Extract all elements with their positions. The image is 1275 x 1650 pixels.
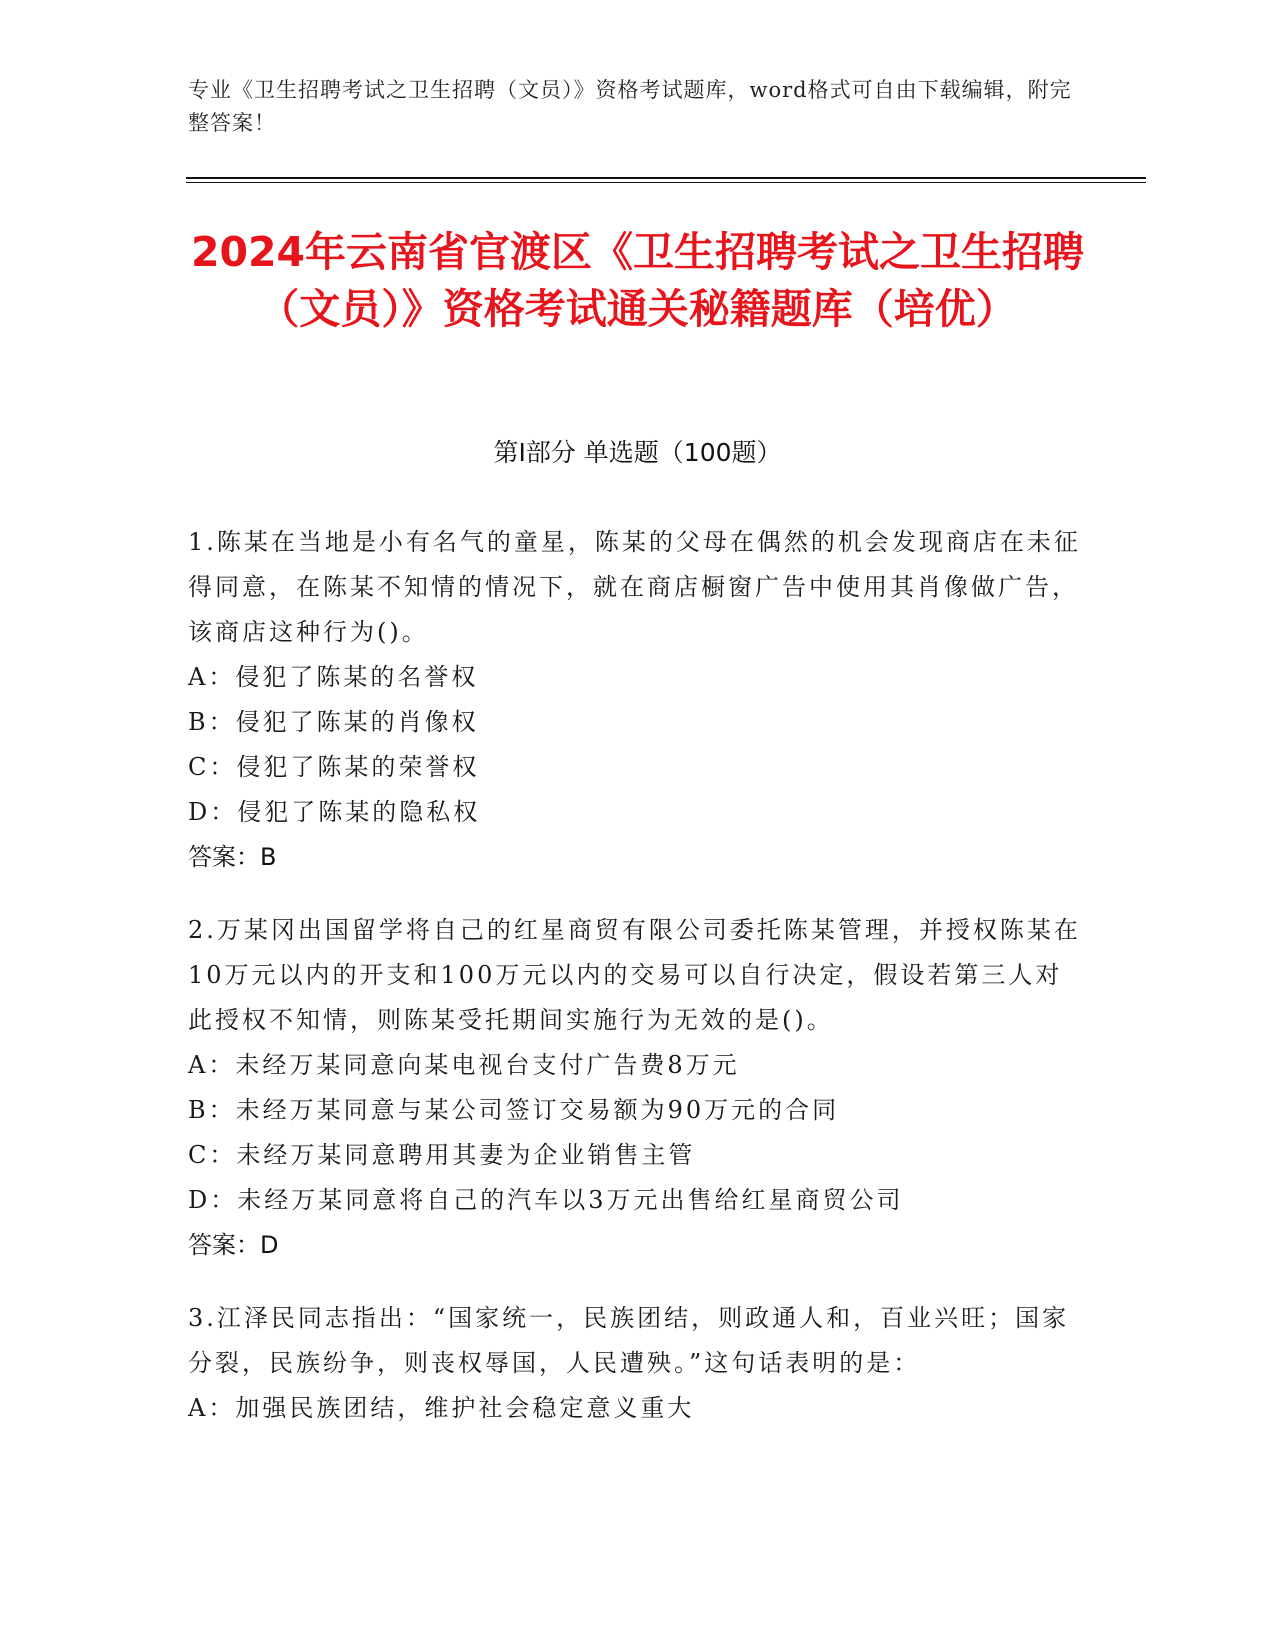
question-stem: 1.陈某在当地是小有名气的童星，陈某的父母在偶然的机会发现商店在未征得同意，在陈某不知情的情况下，就在商店橱窗广告中使用其肖像做广告，该商店这种行为()。 bbox=[188, 528, 1081, 646]
option-d: D：侵犯了陈某的隐私权 bbox=[188, 798, 481, 826]
option-b: B：侵犯了陈某的肖像权 bbox=[188, 708, 479, 736]
question-1 bbox=[188, 520, 1088, 880]
header-note: 专业《卫生招聘考试之卫生招聘（文员）》资格考试题库，word格式可自由下载编辑，附完整答案！ bbox=[188, 78, 1072, 135]
option-a: A：侵犯了陈某的名誉权 bbox=[188, 663, 479, 691]
option-a: A：未经万某同意向某电视台支付广告费8万元 bbox=[188, 1051, 740, 1079]
question-3 bbox=[188, 1296, 1088, 1431]
option-c: C：未经万某同意聘用其妻为企业销售主管 bbox=[188, 1141, 696, 1169]
answer: 答案：D bbox=[188, 1231, 279, 1259]
answer: 答案：B bbox=[188, 843, 277, 871]
option-c: C：侵犯了陈某的荣誉权 bbox=[188, 753, 480, 781]
header-divider-thick bbox=[186, 177, 1146, 179]
question-list bbox=[188, 520, 1088, 1459]
option-a: A：加强民族团结，维护社会稳定意义重大 bbox=[188, 1394, 695, 1422]
option-b: B：未经万某同意与某公司签订交易额为90万元的合同 bbox=[188, 1096, 840, 1124]
section-title: 第I部分 单选题（100题） bbox=[493, 438, 782, 467]
question-stem: 2.万某冈出国留学将自己的红星商贸有限公司委托陈某管理，并授权陈某在10万元以内的开支和100万元以内的交易可以自行决定，假设若第三人对此授权不知情，则陈某受托期间实施行为无效的是()。 bbox=[188, 916, 1081, 1034]
option-d: D：未经万某同意将自己的汽车以3万元出售给红星商贸公司 bbox=[188, 1186, 904, 1214]
document-title: 2024年云南省官渡区《卫生招聘考试之卫生招聘（文员）》资格考试通关秘籍题库（培优） bbox=[190, 228, 1085, 333]
header-divider-thin bbox=[186, 182, 1146, 183]
question-stem: 3.江泽民同志指出：“国家统一，民族团结，则政通人和，百业兴旺；国家分裂，民族纷争，则丧权辱国，人民遭殃。”这句话表明的是： bbox=[188, 1304, 1070, 1377]
question-2 bbox=[188, 908, 1088, 1268]
